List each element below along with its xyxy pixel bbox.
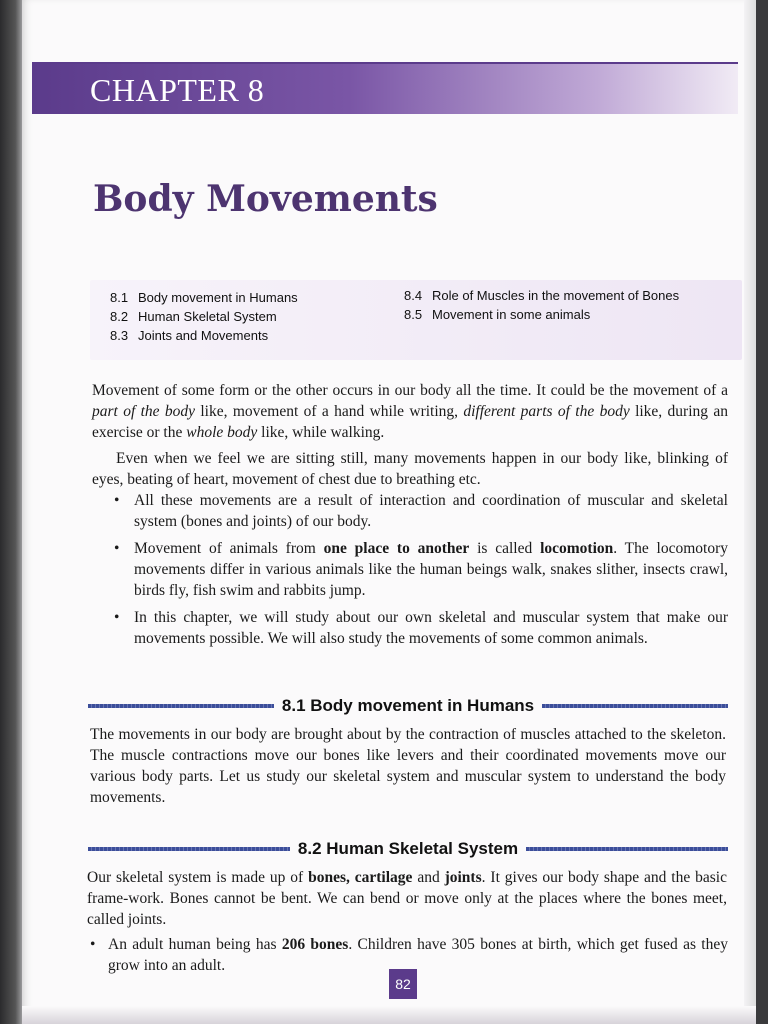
toc-item xyxy=(404,286,704,305)
toc-text: Role of Muscles in the movement of Bones xyxy=(432,288,680,303)
bold-term: bones, cartilage xyxy=(308,869,413,886)
emphasis: whole body xyxy=(186,424,258,441)
toc-number: 8.3 xyxy=(110,328,129,343)
section-heading-8-1 xyxy=(88,693,728,719)
list-item xyxy=(112,538,728,601)
chapter-title: Body Movements xyxy=(93,178,438,220)
emphasis: different parts of the body xyxy=(463,403,630,420)
intro-bullet-list xyxy=(112,490,728,655)
text-run: . It gives our body shape and the basic frame-work. Bones cannot be bent. We can bend or move only at the places where the bones meet, called joints. xyxy=(87,869,727,928)
text-run: is called xyxy=(469,540,541,557)
page-bottom-edge xyxy=(22,1006,756,1024)
toc-item xyxy=(110,288,298,307)
text-run: and xyxy=(412,869,445,886)
text-run: An adult human being has xyxy=(108,936,282,953)
toc-item xyxy=(110,326,298,345)
toc-item xyxy=(404,305,704,324)
emphasis: part of the body xyxy=(92,403,196,420)
section-8-2-paragraph xyxy=(87,867,727,930)
text-run: like, movement of a hand while writing, xyxy=(195,403,464,420)
text-run: Movement of some form or the other occurs in our body all the time. It could be the movement of a xyxy=(92,382,728,399)
toc-text: Body movement in Humans xyxy=(138,290,298,305)
list-item: • In this chapter, we will study about our own skeletal and muscular system that make our movements possible. We will also study the movements of some common animals. xyxy=(112,607,728,649)
toc-text: Movement in some animals xyxy=(432,307,591,322)
text-run: like, while walking. xyxy=(257,424,385,441)
toc-number: 8.1 xyxy=(110,290,129,305)
bold-term: one place to another xyxy=(323,540,470,557)
toc-left xyxy=(110,288,298,345)
toc-item xyxy=(110,307,298,326)
toc-number: 8.4 xyxy=(404,288,423,303)
text-run: Our skeletal system is made up of xyxy=(87,869,309,886)
heading-rule xyxy=(542,704,728,708)
section-title: 8.1 Body movement in Humans xyxy=(281,696,535,715)
toc-number: 8.2 xyxy=(110,309,129,324)
section-heading-8-2 xyxy=(88,836,728,862)
chapter-label: CHAPTER 8 xyxy=(90,72,265,108)
page-edge xyxy=(744,0,756,1024)
heading-rule xyxy=(88,847,290,851)
bold-term: 206 bones xyxy=(281,936,349,953)
text-run: . Children have 305 bones at birth, which get fused as they grow into an adult. xyxy=(108,936,728,974)
list-item: • All these movements are a result of interaction and coordination of muscular and skeletal system (bones and joints) of our body. xyxy=(112,490,728,532)
text-run: Movement of animals from xyxy=(134,540,324,557)
bold-term: locomotion xyxy=(540,540,614,557)
text-run: . The locomotory movements differ in various animals like the human beings walk, snakes slither, insects crawl, birds fly, fish swim and rabbits jump. xyxy=(134,540,729,599)
intro-paragraph-1 xyxy=(92,380,728,443)
toc-number: 8.5 xyxy=(404,307,423,322)
toc-text: Human Skeletal System xyxy=(138,309,277,324)
book-spine xyxy=(0,0,22,1024)
toc-text: Joints and Movements xyxy=(138,328,269,343)
text-run: like, during an exercise or the xyxy=(92,403,728,441)
bold-term: joints xyxy=(444,869,482,886)
toc-right xyxy=(404,286,704,324)
section-8-1-paragraph: The movements in our body are brought about by the contraction of muscles attached to the skeleton. The muscle contractions move our bones like levers and their coordinated movements move our various body parts. Let us study our skeletal system and muscular system to understand the body movements. xyxy=(90,726,726,806)
intro-paragraph-2: Even when we feel we are sitting still, many movements happen in our body like, blinking of eyes, beating of heart, movement of chest due to breathing etc. xyxy=(92,450,728,488)
section-title: 8.2 Human Skeletal System xyxy=(297,839,519,858)
page-number: 82 xyxy=(389,969,417,999)
heading-rule xyxy=(526,847,728,851)
heading-rule xyxy=(88,704,274,708)
